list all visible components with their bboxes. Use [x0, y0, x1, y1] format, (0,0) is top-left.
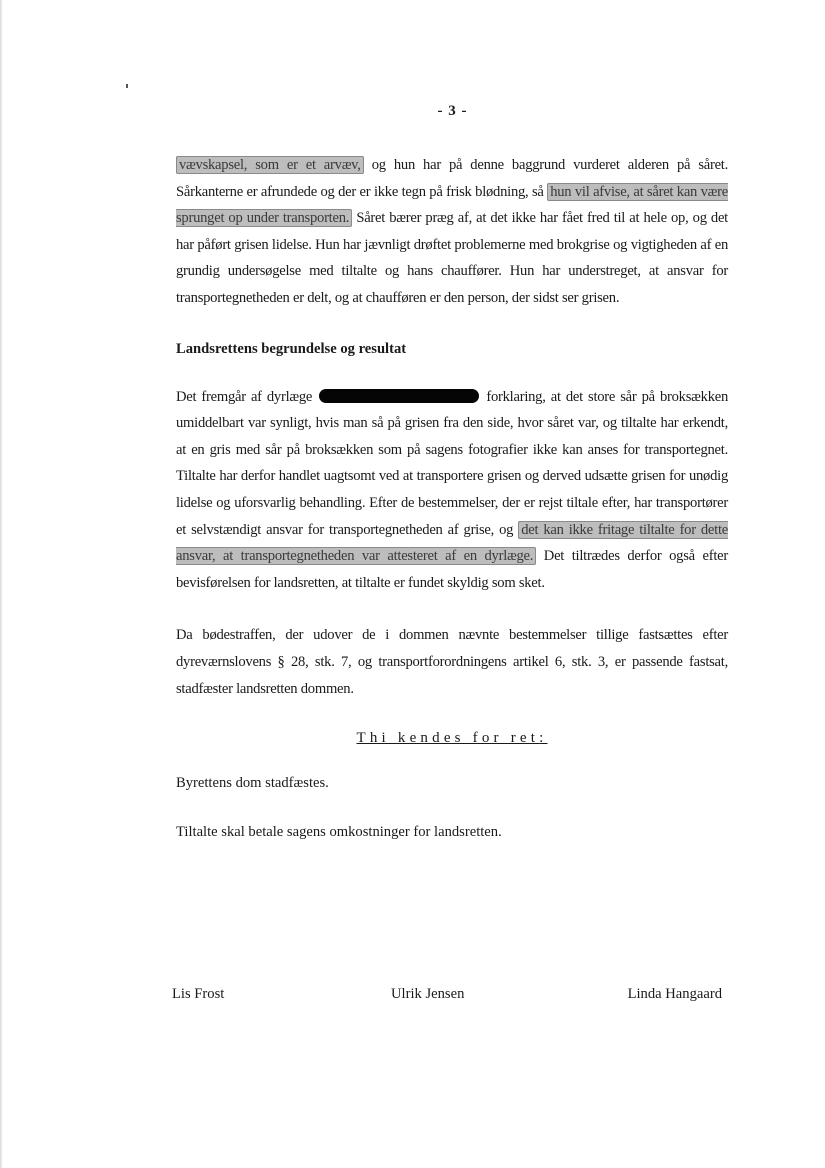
highlight-2: hun vil afvise, at såret kan være sprunget op under transporten. [176, 183, 729, 227]
paragraph2-text-2: forklaring, at det store sår på broksækken umiddelbart var synligt, hvis man så på grisen fra den side, hvor såret var, og tiltalte har erkendt, at en gris med sår på broksækken som på sagens fotografier ikke kan anses for transportegnet. Tiltalte har derfor handlet uagtsomt ved at transportere grisen og derved udsætte grisen for unødig lidelse og uforsvarlig behandling. Efter de bestemmelser, der er rejst tiltale efter, har transportører et selvstændigt ansvar for transportegnetheden af grise, og [176, 388, 729, 538]
verdict-colon: : [539, 730, 548, 747]
signature-judge-2: Ulrik Jensen [391, 986, 465, 1002]
paragraph-testimony [176, 152, 728, 312]
ruling-line-1: Byrettens dom stadfæstes. [176, 775, 329, 792]
paragraph1-text-1: og hun har på denne baggrund vurderet alderen på såret. Sårkanterne er afrundede og der er ikke tegn på frisk blødning, så [176, 157, 729, 200]
scan-edge [0, 0, 3, 1168]
paragraph-reasoning [176, 384, 728, 597]
paragraph2-text-1: Det fremgår af dyrlæge [176, 388, 318, 405]
signature-judge-3: Linda Hangaard [627, 986, 722, 1002]
highlight-1: vævskapsel, som er et arvæv, [176, 156, 364, 174]
redaction-bar [319, 389, 479, 403]
document-body [176, 152, 728, 841]
paragraph1-text-2: Såret bærer præg af, at det ikke har fået fred til at hele op, og det har påført grisen lidelse. Hun har jævnligt drøftet problemerne med brokgrise og vigtigheden af en grundig undersøgelse med tiltalte og hans chauffører. Hun har understreget, at ansvar for transportegnetheden er delt, og at chaufføren er den person, der sidst ser grisen. [176, 210, 728, 306]
verdict-heading [176, 730, 728, 747]
ruling-line-2: Tiltalte skal betale sagens omkostninger for landsretten. [176, 824, 502, 841]
paragraph-sentence: Da bødestraffen, der udover de i dommen nævnte bestemmelser tillige fastsættes efter dyreværnslovens § 28, stk. 7, og transportforordningens artikel 6, stk. 3, er passende fastsat, stadfæster landsretten dommen. [176, 627, 728, 697]
paragraph2-text-3: Det tiltrædes derfor også efter bevisførelsen for landsretten, at tiltalte er fundet skyldig som sket. [176, 548, 728, 591]
scan-speck [126, 84, 128, 88]
signature-judge-1: Lis Frost [172, 986, 225, 1002]
page-number: - 3 - [437, 103, 468, 119]
verdict-heading-text: Thi kendes for ret [356, 730, 540, 747]
section-heading: Landsrettens begrundelse og resultat [176, 340, 407, 357]
highlight-3: det kan ikke fritage tiltalte for dette ansvar, at transportegnetheden var attesteret af en dyrlæge. [176, 521, 728, 565]
